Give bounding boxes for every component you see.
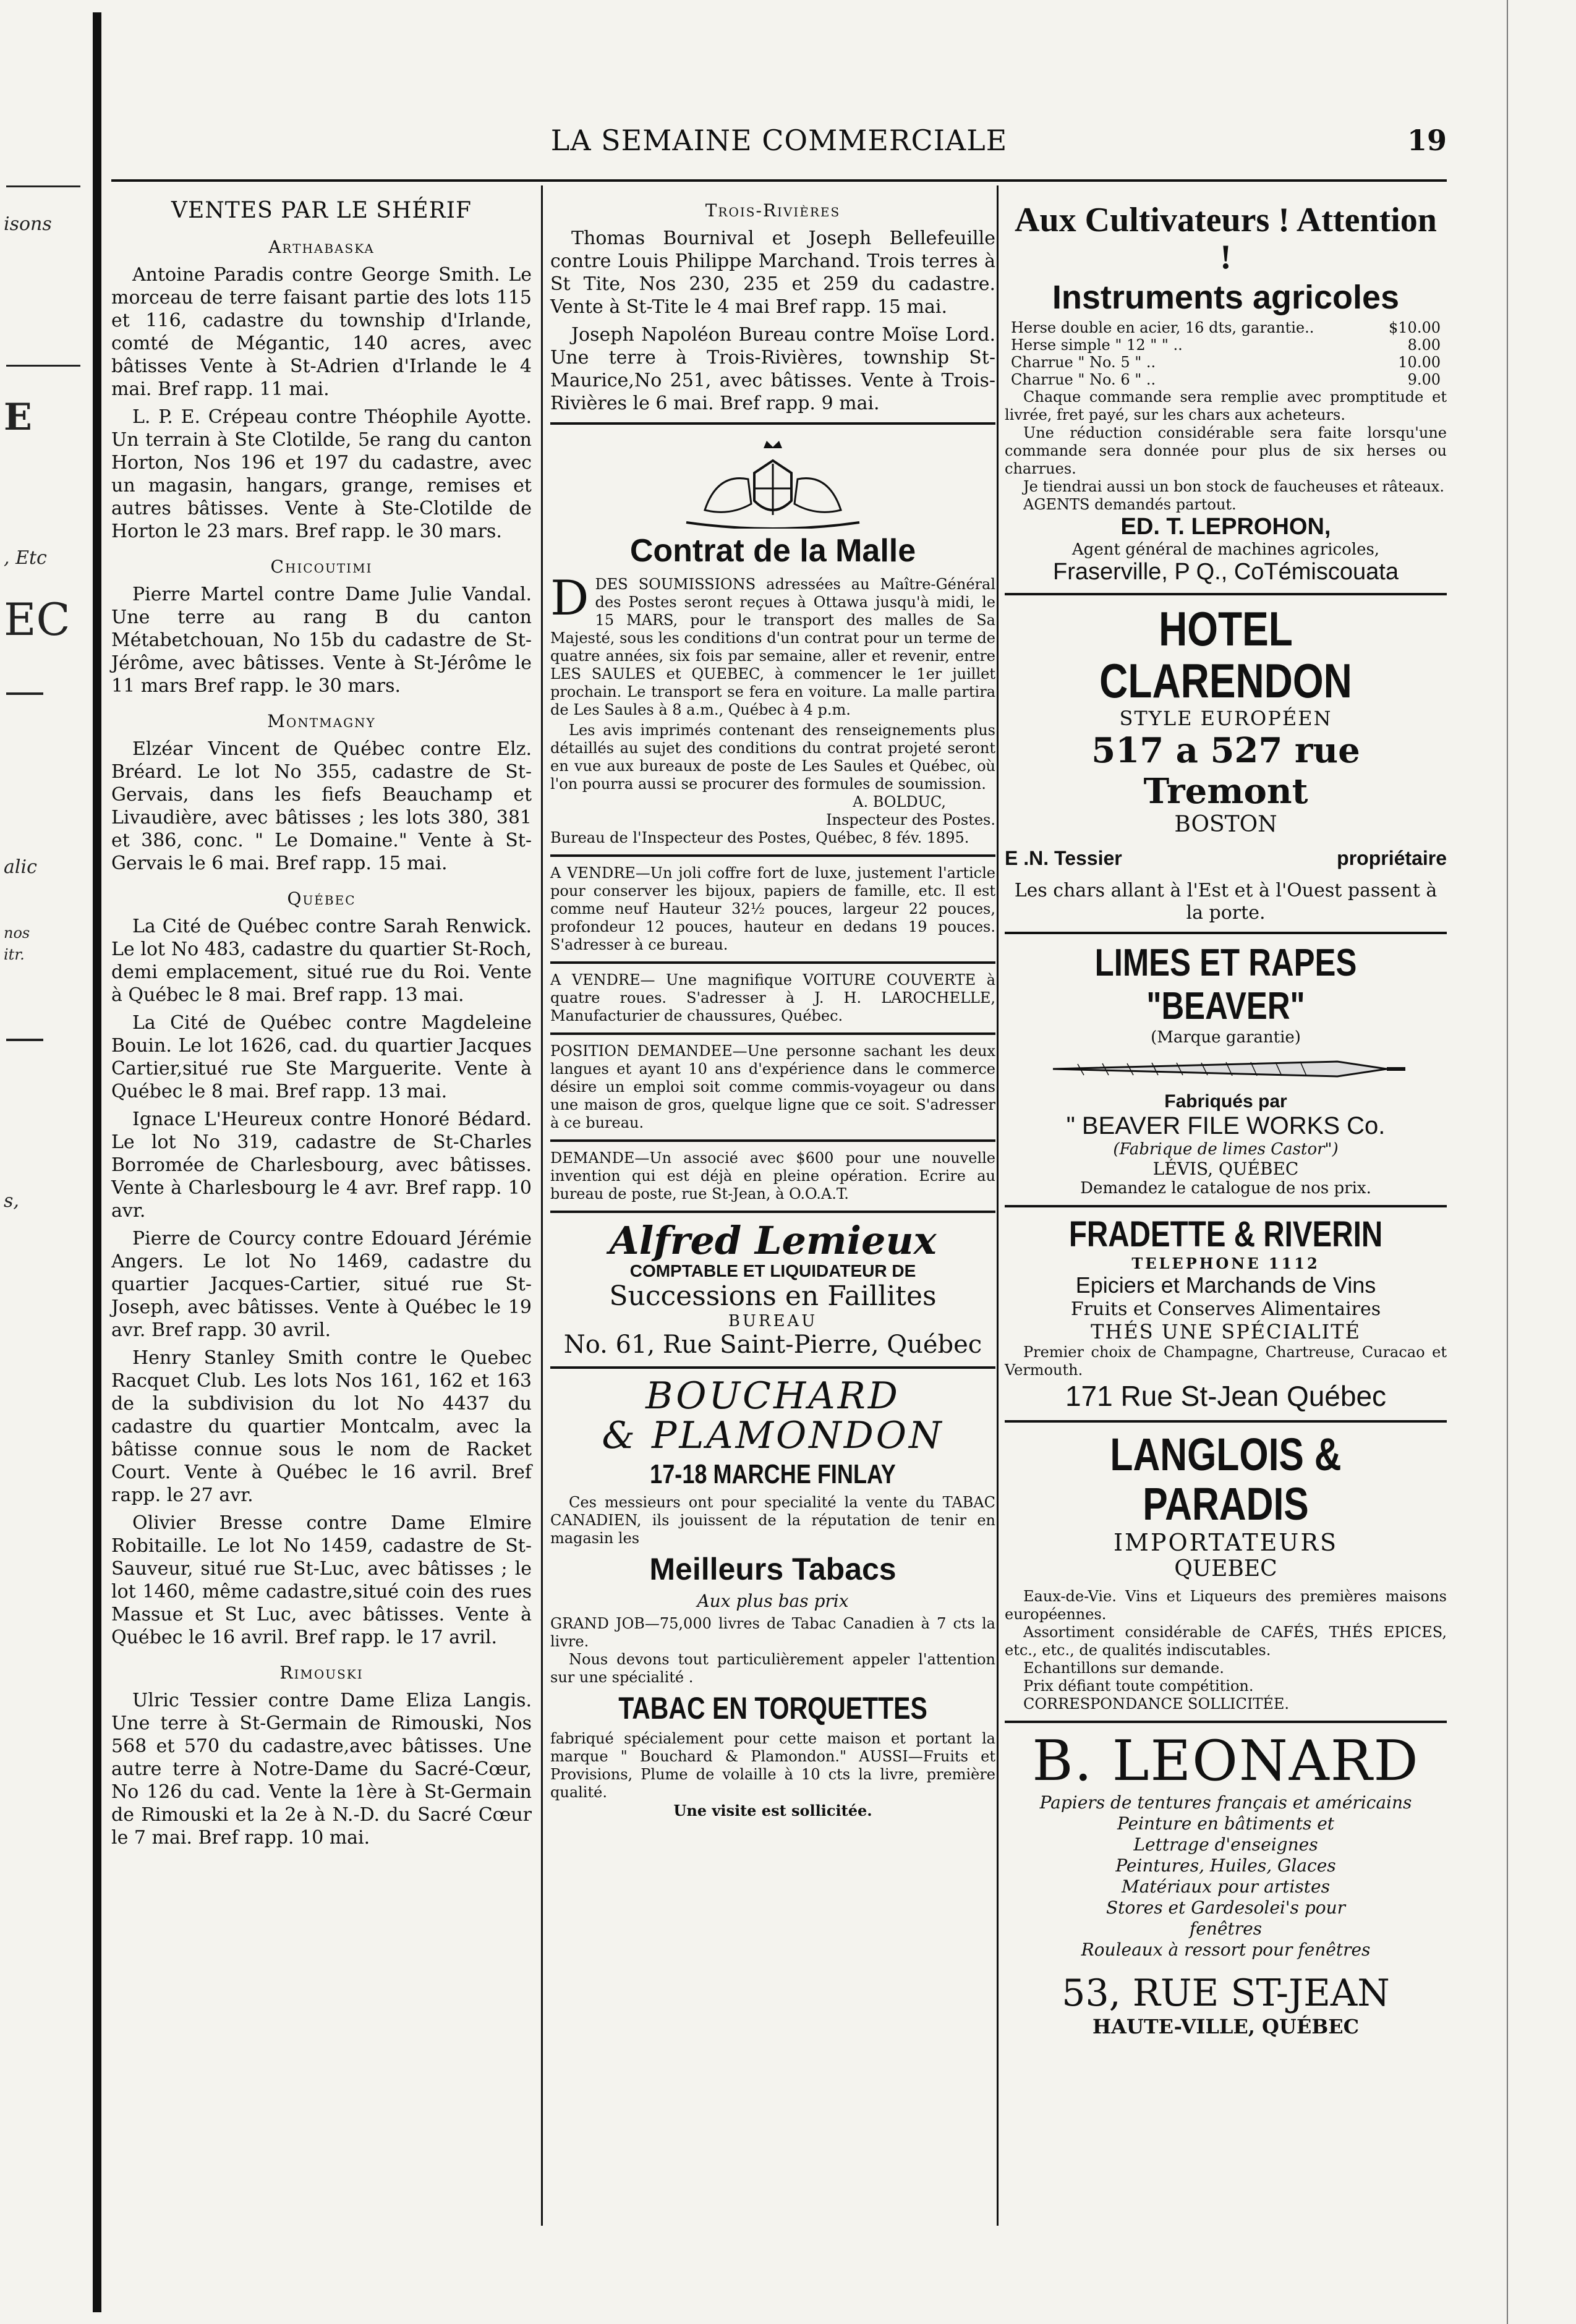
binding-edge bbox=[93, 12, 101, 2312]
hotel-style: STYLE EUROPÉEN bbox=[1119, 707, 1332, 730]
bouchard-torquettes: TABAC EN TORQUETTES bbox=[618, 1691, 927, 1726]
page-number: 19 bbox=[1407, 124, 1447, 157]
sale-entry: Ignace L'Heureux contre Honoré Bédard. Le lot No 319, cadastre de St-Charles Borromée de Charlesbourg, avec bâtisses. Vente à Charlesbourg le 4 avr. Bref rapp. 10 avr. bbox=[111, 1109, 532, 1222]
drop-cap: D bbox=[550, 571, 589, 626]
sale-entry: Elzéar Vincent de Québec contre Elz. Bréard. Le lot No 355, cadastre de St-Gervais, dans les fiefs Beauchamp et Livaudière, avec bâtisses ; les lots 380, 381 et 386, conc. " Le Domaine." Vente à St-Gervais le 6 mai. Bref rapp. 15 mai. bbox=[111, 738, 532, 874]
bouchard-name: & PLAMONDON bbox=[602, 1414, 944, 1457]
ads-column bbox=[1005, 198, 1447, 2038]
leonard-line: Peinture en bâtiments et bbox=[1117, 1813, 1335, 1834]
hotel-address: 517 a 527 rue Tremont bbox=[1091, 730, 1360, 812]
lemieux-name: Alfred Lemieux bbox=[609, 1218, 937, 1263]
header-rule bbox=[111, 179, 1447, 182]
price-list bbox=[1005, 319, 1447, 388]
bouchard-prix: Aux plus bas prix bbox=[697, 1591, 849, 1611]
sale-entry: Antoine Paradis contre George Smith. Le morceau de terre faisant partie des lots 115 et 116, cadastre du township d'Irlande, comté de Mégantic, 140 acres, avec bâtisses Vente à St-Adrien d'Irlande le 4 mai. Bref rapp. 11 mai. bbox=[111, 264, 532, 400]
hotel-owner-row bbox=[1005, 847, 1447, 870]
ad-coffre: A VENDRE—Un joli coffre fort de luxe, justement l'article pour conserver les bijoux, papiers de famille, etc. Il est comme neuf Hauteur 32½ pouces, largeur 22 pouces, profondeur 12 pouces, hauteur en dedans 19 pouces. S'adresser à ce bureau. bbox=[550, 864, 995, 953]
price-row: Herse simple " 12 " " .. 8.00 bbox=[1011, 336, 1441, 354]
divider bbox=[1005, 1205, 1447, 1207]
price-row: Herse double en acier, 16 dts, garantie.. $10.00 bbox=[1011, 319, 1441, 336]
contract-signature: A. BOLDUC, bbox=[853, 793, 946, 811]
aux-title: Aux Cultivateurs ! Attention ! bbox=[1015, 201, 1437, 276]
district-title: Arthabaska bbox=[268, 237, 375, 257]
bouchard-address: 17-18 MARCHE FINLAY bbox=[650, 1459, 896, 1489]
district-title: Québec bbox=[287, 888, 356, 909]
contract-office: Bureau de l'Inspecteur des Postes, Québec, 8 fév. 1895. bbox=[550, 829, 969, 846]
beaver-sub: (Fabrique de limes Castor") bbox=[1113, 1140, 1339, 1159]
divider bbox=[550, 1139, 995, 1142]
page-header bbox=[111, 124, 1447, 167]
ad-voiture: A VENDRE— Une magnifique VOITURE COUVERTE à quatre roues. S'adresser à J. H. LAROCHELLE, Manufacturier de chaussures, Québec. bbox=[550, 971, 995, 1024]
right-edge-strip bbox=[1507, 0, 1576, 2324]
limes-marque: (Marque garantie) bbox=[1151, 1028, 1301, 1047]
district-title: Rimouski bbox=[279, 1662, 364, 1683]
beaver-city: LÉVIS, QUÉBEC bbox=[1152, 1159, 1299, 1179]
sale-entry: Olivier Bresse contre Dame Elmire Robitaille. Le lot No 1459, cadastre de St-Sauveur, situé rue St-Luc, avec bâtisses ; le lot 1460, même cadastre,situé coin des rues Massue et St Luc, avec bâtisses. Vente à Québec le 16 avril. Bref rapp. le 17 avril. bbox=[111, 1512, 532, 1648]
leonard-city: HAUTE-VILLE, QUÉBEC bbox=[1092, 2015, 1360, 2038]
reduction-text: Une réduction considérable sera faite lorsqu'une commande sera donnée pour plus de six herses ou charrues. bbox=[1005, 424, 1447, 477]
price-row: Charrue " No. 5 " .. 10.00 bbox=[1011, 354, 1441, 371]
faucheuses-text: Je tiendrai aussi un bon stock de faucheuses et râteaux. bbox=[1023, 478, 1444, 495]
district-title: Trois-Rivières bbox=[705, 200, 841, 221]
langlois-city: QUEBEC bbox=[1174, 1556, 1277, 1581]
ad-position: POSITION DEMANDEE—Une personne sachant les deux langues et ayant 10 ans d'expérience dans le commerce désire un emploi soit comme commis-voyageur ou dans une maison de gros, quelque ligne que ce soit. S'adresser à ce bureau. bbox=[550, 1042, 995, 1131]
hotel-note: Les chars allant à l'Est et à l'Ouest passent à la porte. bbox=[1014, 880, 1438, 924]
bouchard-appeler: Nous devons tout particulièrement appeler l'attention sur une spécialité . bbox=[550, 1651, 995, 1686]
contract-body-2: Les avis imprimés contenant des renseignements plus détaillés au sujet des conditions du contrat projeté seront en vue aux bureaux de poste de Les Saules et Québec, où l'on pourra aussi se procurer des formules de soumission. bbox=[550, 721, 995, 793]
margin-fragment: EC bbox=[4, 594, 70, 645]
divider bbox=[550, 961, 995, 964]
leonard-address: 53, RUE ST-JEAN bbox=[1062, 1972, 1390, 2015]
divider bbox=[1005, 593, 1447, 595]
leprohon-name: ED. T. LEPROHON, bbox=[1120, 514, 1331, 540]
lemieux-line: BUREAU bbox=[728, 1312, 818, 1330]
leonard-line: fenêtres bbox=[1189, 1918, 1263, 1939]
district-title: Chicoutimi bbox=[270, 556, 373, 577]
lemieux-line: Successions en Faillites bbox=[609, 1280, 937, 1312]
sale-entry: Henry Stanley Smith contre le Quebec Racquet Club. Les lots Nos 161, 162 et 163 de la subdivision du lot No 4437 du cadastre du quartier Montcalm, avec la bâtisse connue sous le nom de Racket Court. Vente à Québec le 16 avril. Bref rapp. le 27 avr. bbox=[111, 1347, 532, 1506]
margin-fragment: alic bbox=[4, 856, 37, 878]
contract-title: Contrat de la Malle bbox=[629, 533, 916, 569]
langlois-body: Eaux-de-Vie. Vins et Liqueurs des premières maisons européennes. bbox=[1005, 1588, 1447, 1623]
hotel-city: BOSTON bbox=[1174, 812, 1277, 837]
margin-fragment: E bbox=[4, 396, 32, 439]
agent-general: Agent général de machines agricoles, bbox=[1071, 540, 1380, 559]
fradette-premier: Premier choix de Champagne, Chartreuse, Curacao et Vermouth. bbox=[1005, 1343, 1447, 1379]
divider bbox=[1005, 1721, 1447, 1723]
center-column bbox=[550, 198, 995, 1820]
sale-entry: Pierre de Courcy contre Edouard Jérémie Angers. Le lot No 1469, cadastre du quartier Jacques-Cartier, situé rue St-Joseph, avec bâtisses. Vente à Québec le 19 avr. Bref rapp. 30 avril. bbox=[111, 1228, 532, 1341]
bouchard-job: GRAND JOB—75,000 livres de Tabac Canadien à 7 cts la livre. bbox=[550, 1615, 995, 1650]
margin-fragment: s, bbox=[4, 1190, 19, 1212]
bouchard-torq-body: fabriqué spécialement pour cette maison et portant la marque " Bouchard & Plamondon." AUSSI—Fruits et Provisions, Plume de volaille à 10 cts la livre, première qualité. bbox=[550, 1730, 995, 1801]
bouchard-tabacs: Meilleurs Tabacs bbox=[649, 1552, 897, 1586]
bouchard-body: Ces messieurs ont pour specialité la vente du TABAC CANADIEN, ils jouissent de la réputation de tenir en magasin les bbox=[550, 1494, 995, 1547]
contract-body bbox=[550, 571, 995, 719]
leonard-line: Matériaux pour artistes bbox=[1122, 1876, 1330, 1897]
leonard-name: B. LEONARD bbox=[1032, 1729, 1420, 1794]
newspaper-title: LA SEMAINE COMMERCIALE bbox=[550, 124, 1008, 157]
leonard-line: Stores et Gardesolei's pour bbox=[1105, 1897, 1346, 1918]
left-margin-strip bbox=[0, 0, 93, 2324]
sheriff-sales-column bbox=[111, 198, 532, 1849]
divider bbox=[550, 1211, 995, 1213]
margin-fragment: isons bbox=[4, 213, 52, 235]
commande-text: Chaque commande sera remplie avec promptitude et livrée, fret payé, sur les chars aux acheteurs. bbox=[1005, 388, 1447, 424]
fradette-fruits: Fruits et Conserves Alimentaires bbox=[1070, 1298, 1381, 1320]
leonard-line: Rouleaux à ressort pour fenêtres bbox=[1081, 1939, 1371, 1960]
district-title: Montmagny bbox=[267, 711, 376, 731]
royal-coat-of-arms-icon bbox=[662, 436, 884, 529]
sale-entry: Joseph Napoléon Bureau contre Moïse Lord. Une terre à Trois-Rivières, township St-Maurice,No 251, avec bâtisses. Vente à Trois-Rivières le 6 mai. Bref rapp. 9 mai. bbox=[550, 324, 995, 414]
fradette-telephone: TELEPHONE 1112 bbox=[1131, 1254, 1320, 1272]
langlois-prix: Prix défiant toute compétition. bbox=[1023, 1677, 1254, 1695]
sale-entry: Thomas Bournival et Joseph Bellefeuille contre Louis Philippe Marchand. Trois terres à St Tite, Nos 230, 235 et 259 du cadastre. Vente à St-Tite le 4 mai Bref rapp. 15 mai. bbox=[550, 228, 995, 318]
contract-signature-title: Inspecteur des Postes. bbox=[826, 811, 995, 828]
agents-text: AGENTS demandés partout. bbox=[1023, 496, 1237, 513]
langlois-correspondance: CORRESPONDANCE SOLLICITÉE. bbox=[1023, 1695, 1290, 1713]
beaver-company: " BEAVER FILE WORKS Co. bbox=[1066, 1112, 1386, 1139]
sale-entry: L. P. E. Crépeau contre Théophile Ayotte. Un terrain à Ste Clotilde, 5e rang du canton Horton, Nos 196 et 197 du cadastre, avec un magasin, hangars, grange, remises et autres bâtisses. Vente à Ste-Clotilde de Horton le 23 mars. Bref rapp. le 30 mars. bbox=[111, 406, 532, 542]
margin-fragment: itr. bbox=[4, 946, 25, 963]
sale-entry: La Cité de Québec contre Magdeleine Bouin. Le lot 1626, cad. du quartier Jacques Cartier,situé rue Ste Marguerite. Vente à Québec le 8 mai. Bref rapp. 13 mai. bbox=[111, 1012, 532, 1102]
limes-fabrique: Fabriqués par bbox=[1164, 1091, 1287, 1112]
margin-fragment: nos bbox=[4, 924, 30, 942]
sale-entry: La Cité de Québec contre Sarah Renwick. Le lot No 483, cadastre du quartier St-Roch, demi emplacement, situé rue du Roi. Vente à Québec le 8 mai. Bref rapp. 13 mai. bbox=[111, 916, 532, 1006]
file-tool-icon bbox=[1041, 1050, 1412, 1088]
langlois-name: LANGLOIS & PARADIS bbox=[1110, 1429, 1342, 1530]
beaver-catalogue: Demandez le catalogue de nos prix. bbox=[1080, 1179, 1371, 1198]
margin-fragment: , Etc bbox=[4, 547, 47, 569]
divider bbox=[550, 1032, 995, 1035]
leonard-line: Peintures, Huiles, Glaces bbox=[1115, 1855, 1336, 1876]
langlois-echantillons: Echantillons sur demande. bbox=[1023, 1659, 1224, 1677]
price-row: Charrue " No. 6 " .. 9.00 bbox=[1011, 371, 1441, 388]
column-divider bbox=[997, 185, 999, 2226]
bouchard-name: BOUCHARD bbox=[645, 1374, 900, 1418]
lemieux-address: No. 61, Rue Saint-Pierre, Québec bbox=[563, 1330, 982, 1359]
divider bbox=[550, 1366, 995, 1369]
leonard-line: Papiers de tentures français et américains bbox=[1039, 1792, 1412, 1813]
section-heading: VENTES PAR LE SHÉRIF bbox=[171, 198, 472, 223]
owner-name: E .N. Tessier bbox=[1005, 847, 1122, 869]
fradette-name: FRADETTE & RIVERIN bbox=[1068, 1214, 1383, 1254]
divider bbox=[550, 854, 995, 857]
langlois-assortiment: Assortiment considérable de CAFÉS, THÉS EPICES, etc., etc., de qualités indiscutables. bbox=[1005, 1624, 1447, 1659]
fradette-epiciers: Epiciers et Marchands de Vins bbox=[1075, 1272, 1376, 1298]
hotel-name: HOTEL CLARENDON bbox=[1099, 602, 1352, 708]
sale-entry: Pierre Martel contre Dame Julie Vandal. Une terre au rang B du canton Métabetchouan, No 15b du cadastre de St-Jérôme, avec bâtisses. Vente à St-Jérôme le 11 mars Bref rapp. le 30 mars. bbox=[111, 584, 532, 697]
limes-title: LIMES ET RAPES "BEAVER" bbox=[1094, 942, 1357, 1028]
leonard-line: Lettrage d'enseignes bbox=[1133, 1834, 1318, 1855]
bouchard-sollicitee: Une visite est sollicitée. bbox=[673, 1802, 872, 1820]
leonard-services bbox=[1005, 1792, 1447, 1960]
column-divider bbox=[541, 185, 543, 2226]
divider bbox=[1005, 1420, 1447, 1423]
owner-title: propriétaire bbox=[1337, 847, 1447, 869]
instruments-title: Instruments agricoles bbox=[1052, 279, 1400, 316]
fraserville: Fraserville, P Q., CoTémiscouata bbox=[1053, 559, 1399, 585]
sale-entry: Ulric Tessier contre Dame Eliza Langis. Une terre à St-Germain de Rimouski, Nos 568 et 570 du cadastre,avec bâtisses. Une autre terre à Notre-Dame du Sacré-Cœur, No 126 du cad. Vente la 1ère à St-Germain de Rimouski et la 2e à N.-D. du Sacré Cœur le 7 mai. Bref rapp. 10 mai. bbox=[111, 1690, 532, 1849]
langlois-importateurs: IMPORTATEURS bbox=[1114, 1529, 1338, 1556]
fradette-address: 171 Rue St-Jean Québec bbox=[1065, 1380, 1387, 1412]
contract-text: DES SOUMISSIONS adressées au Maître-Général des Postes seront reçues à Ottawa jusqu'à midi, le 15 MARS, pour le transport des malles de Sa Majesté, sous les conditions d'un contrat pour un terme de quatre années, six fois par semaine, aller et revenir, entre LES SAULES et QUEBEC, à commencer le 1er juillet prochain. Le transport se fera en voiture. La malle partira de Les Saules à 8 a.m., Québec à 4 p.m. bbox=[550, 576, 995, 718]
fradette-thes: THÉS UNE SPÉCIALITÉ bbox=[1091, 1320, 1361, 1343]
divider bbox=[1005, 932, 1447, 934]
ad-demande: DEMANDE—Un associé avec $600 pour une nouvelle invention qui est déjà en pleine opération. Ecrire au bureau de poste, rue St-Jean, à O.O.A.T. bbox=[550, 1149, 995, 1202]
lemieux-line: COMPTABLE ET LIQUIDATEUR DE bbox=[629, 1261, 916, 1280]
divider bbox=[550, 422, 995, 425]
